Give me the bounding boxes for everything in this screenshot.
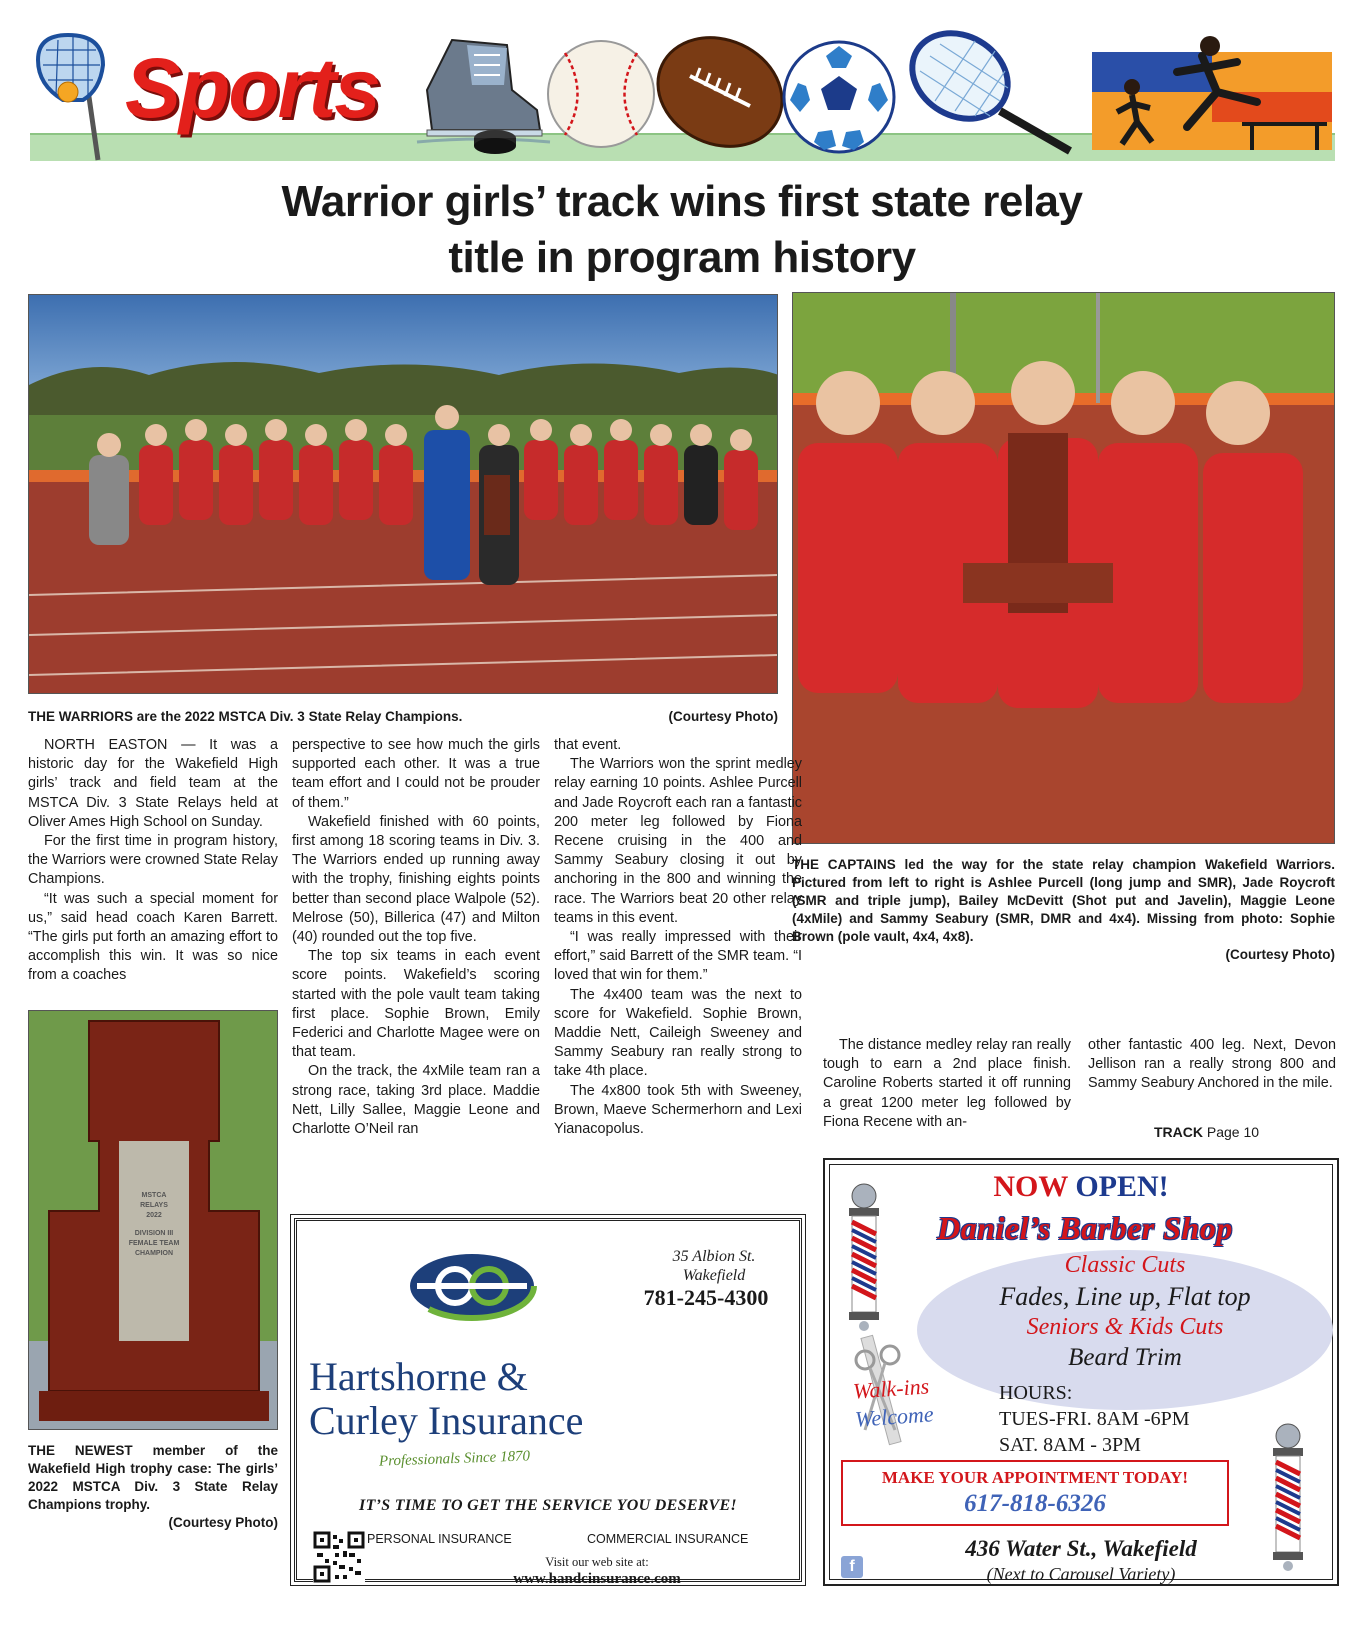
insurance-since: Professionals Since 1870 [378,1448,531,1470]
personal-insurance-label: PERSONAL INSURANCE [367,1532,512,1546]
paragraph: that event. [554,737,622,753]
team-photo-credit: (Courtesy Photo) [668,709,778,724]
article-column-4 [823,1036,1071,1132]
now-open-heading [825,1170,1337,1204]
barber-location-note: (Next to Carousel Variety) [986,1564,1176,1584]
engraving-line: DIVISION III [134,1230,174,1237]
welcome-text: Welcome [854,1401,935,1432]
insurance-company-name [309,1355,669,1443]
paragraph: The distance medley relay ran really tough to earn a 2nd place finish. Caroline Roberts started it off running a great 1200 meter leg followed by Fiona Recene with an- [823,1037,1071,1130]
barber-hours [999,1380,1190,1458]
jump-label: TRACK [1154,1124,1203,1140]
barber-shop-name: Daniel’s Barber Shop [937,1210,1233,1246]
beard-trim: Beard Trim [1068,1344,1182,1371]
engraving-line: CHAMPION [134,1250,174,1257]
headline [0,174,1364,286]
paragraph: The top six teams in each event score points. Wakefield’s scoring started with the pole vault team taking first place. Sophie Brown, Emily Federici and Charlotte Magee were on that team. [292,948,540,1061]
article-column-1 [28,736,278,986]
insurance-phone[interactable]: 781-245-4300 [643,1285,769,1310]
hours-title: HOURS: [999,1382,1073,1404]
insurance-tagline: IT’S TIME TO GET THE SERVICE YOU DESERVE! [359,1497,737,1514]
trophy-engraving [121,1191,187,1259]
headline-line-2: title in program history [448,233,916,282]
team-caption-text: THE WARRIORS are the 2022 MSTCA Div. 3 State Relay Champions. [28,709,463,724]
captains-caption-text: led the way for the state relay champion Wakefield Warriors. Pictured from left to right is Ashlee Purcell (long jump and SMR), Jade Roycroft (SMR and triple jump), Bailey McDevitt (Shot put and Javelin), Maggie Leone (4xMile) and Sammy Seabury (SMR, DMR and 4x4). Missing from photo: Sophie Brown (pole vault, 4x4, 4x8). [792,857,1335,944]
barber-address: 436 Water St., Wakefield [965,1536,1197,1561]
hockey-puck-icon [472,128,518,156]
trophy-photo-credit: (Courtesy Photo) [168,1515,278,1530]
engraving-line: MSTCA [141,1192,167,1199]
team-photo [28,294,778,694]
paragraph: For the first time in program history, the Warriors were crowned State Relay Champions. [28,833,278,888]
appointment-box[interactable] [841,1460,1229,1526]
barber-phone[interactable]: 617-818-6326 [964,1490,1106,1517]
engraving-line: 2022 [146,1212,162,1219]
sports-banner [0,0,1364,170]
paragraph: “It was such a special moment for us,” said head coach Karen Barrett. “The girls put forth an amazing effort to accomplish this win. It was so nice from a coaches [28,890,278,984]
appointment-text: MAKE YOUR APPOINTMENT TODAY! [881,1468,1189,1487]
open-text: OPEN! [1075,1170,1169,1203]
paragraph: The 4x800 took 5th with Sweeney, Brown, Maeve Schermerhorn and Lexi Yianacopolus. [554,1082,802,1138]
article-column-2 [292,736,540,1139]
hurdler-icon [1092,32,1332,152]
jump-page: Page 10 [1206,1124,1260,1140]
captains-photo-caption [792,856,1335,964]
tennis-racket-icon [900,26,1080,156]
team-photo-caption [28,708,778,726]
fades-services: Fades, Line up, Flat top [999,1282,1251,1311]
hours-saturday: SAT. 8AM - 3PM [999,1434,1141,1456]
insurance-website-link[interactable]: www.handcinsurance.com [513,1571,681,1587]
company-name-line: Hartshorne & [309,1354,528,1399]
now-text: NOW [993,1170,1068,1203]
paragraph: The Warriors won the sprint medley relay earning 10 points. Ashlee Purcell and Jade Roycroft each ran a fantastic 200 meter leg followed by Fiona Recene cruising in the 400 and Sammy Seabury closing it out by anchoring in the 800 and winning the race. The Warriors beat 20 other relay teams in this event. [554,756,802,926]
article-column-5 [1088,1036,1336,1094]
company-name-line: Curley Insurance [309,1398,584,1443]
baseball-icon [545,38,657,150]
qr-code-icon[interactable] [313,1531,365,1583]
paragraph: Wakefield finished with 60 points, first among 18 scoring teams in Div. 3. The Warriors ended up running away with the trophy, finishing eights points better than second place Walpole (52). Melrose (50), Billerica (47) and Milton (40) rounded out the top five. [292,813,540,946]
trophy-caption-text: member of the Wakefield High trophy case: The girls’ 2022 MSTCA Div. 3 State Relay Champions trophy. [28,1443,278,1512]
address-line: Wakefield [682,1267,746,1284]
commercial-insurance-label: COMMERCIAL INSURANCE [587,1532,749,1546]
insurance-ad [294,1218,802,1587]
continued-jump-line[interactable] [1154,1124,1259,1140]
paragraph: other fantastic 400 leg. Next, Devon Jellison ran a really strong 800 and Sammy Seabury Anchored in the mile. [1088,1037,1336,1092]
paragraph: NORTH EASTON — It was a historic day for the Wakefield High girls’ track and field team at the MSTCA Div. 3 State Relays held at Oliver Ames High School on Sunday. [28,737,278,830]
soccer-ball-icon [780,38,898,156]
sports-title: Sports [125,41,380,135]
headline-line-1: Warrior girls’ track wins first state relay [281,177,1083,226]
paragraph: perspective to see how much the girls supported each other. It was a true team effort and I could not be prouder of them.” [292,737,540,811]
hours-weekday: TUES-FRI. 8AM -6PM [999,1408,1190,1430]
insurance-address [649,1247,779,1285]
walk-ins-text: Walk-ins [852,1373,930,1404]
paragraph: On the track, the 4xMile team ran a strong race, taking 3rd place. Maddie Nett, Lilly Sallee, Maggie Leone and Charlotte O’Neil ran [292,1063,540,1138]
captains-caption-lead: THE CAPTAINS [792,857,896,872]
engraving-line: FEMALE TEAM [128,1240,180,1247]
lacrosse-stick-icon [28,30,128,165]
seniors-kids-cuts: Seniors & Kids Cuts [1026,1314,1224,1340]
trophy-caption-lead: THE NEWEST [28,1443,133,1458]
address-line: 35 Albion St. [672,1248,756,1265]
paragraph: The 4x400 team was the next to score for Wakefield. Sophie Brown, Maddie Nett, Caileigh Sweeney and Sammy Seabury ran really strong to take 4th place. [554,986,802,1080]
facebook-icon[interactable]: f [841,1556,863,1578]
trophy-photo-caption [28,1442,278,1532]
captains-photo [792,292,1335,844]
barber-pole-icon [841,1182,887,1332]
barber-shop-ad [823,1158,1339,1586]
paragraph: “I was really impressed with their effort,” said Barrett of the SMR team. “I loved that win for them.” [554,929,802,984]
trophy-photo [28,1010,278,1430]
classic-cuts: Classic Cuts [1064,1252,1186,1278]
football-icon [650,26,790,158]
engraving-line: RELAYS [140,1202,168,1209]
article-column-3 [554,736,802,1139]
insurance-logo-icon [407,1251,537,1321]
captains-photo-credit: (Courtesy Photo) [1225,947,1335,962]
insurance-visit-text: Visit our web site at: [545,1555,649,1569]
